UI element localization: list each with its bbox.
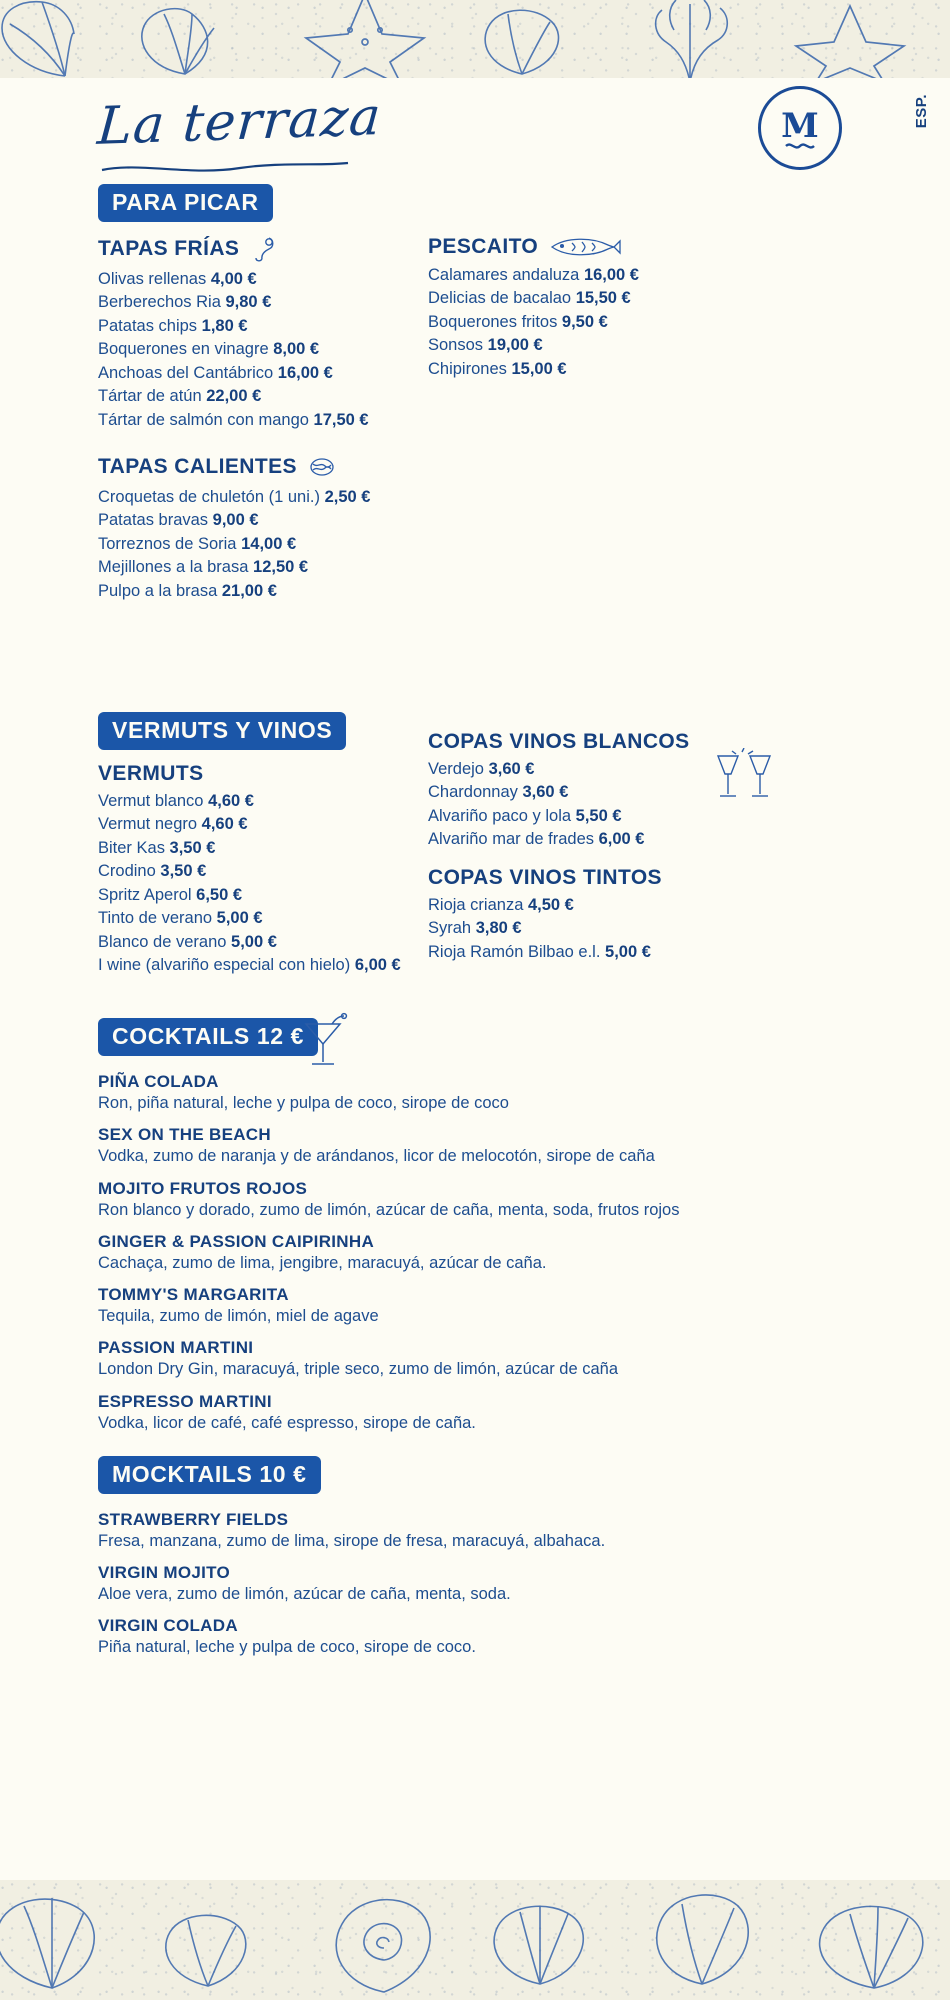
item-price: 16,00 €: [583, 266, 639, 284]
item-price: 2,50 €: [324, 487, 371, 506]
top-decorative-band: [0, 0, 950, 78]
item-name: Sonsos: [428, 336, 484, 355]
wave-icon: [785, 142, 815, 154]
drink-item: [98, 1338, 852, 1380]
fish-icon: [548, 234, 622, 260]
item-name: Mejillones a la brasa: [98, 558, 249, 577]
list-item: [98, 385, 518, 408]
item-name: Croquetas de chuletón (1 uni.): [98, 487, 320, 506]
item-name: Boquerones fritos: [428, 312, 558, 331]
item-name: Chardonnay: [428, 783, 518, 802]
drink-item: [98, 1392, 852, 1434]
drink-description: Vodka, zumo de naranja y de arándanos, licor de melocotón, sirope de caña: [98, 1147, 655, 1166]
starfish-icon: [790, 0, 910, 78]
drink-description: Tequila, zumo de limón, miel de agave: [98, 1307, 379, 1326]
drink-description: Ron blanco y dorado, zumo de limón, azúcar de caña, menta, soda, frutos rojos: [98, 1200, 680, 1219]
item-name: I wine (alvariño especial con hielo): [98, 955, 351, 974]
drink-item: [98, 1072, 852, 1114]
group-title: [428, 730, 848, 754]
group-title-text: TAPAS FRÍAS: [98, 237, 240, 260]
item-list-vinos-blancos: [428, 758, 848, 852]
item-name: Pulpo a la brasa: [98, 581, 218, 600]
list-item: [428, 917, 848, 940]
list-item: [428, 287, 848, 310]
item-price: 1,80 €: [201, 316, 248, 335]
drink-name: STRAWBERRY FIELDS: [98, 1509, 289, 1529]
item-price: 4,00 €: [210, 270, 257, 288]
seashell-icon: [150, 1906, 265, 1991]
column-pescaito: [428, 234, 848, 381]
scallop-shell-icon: [480, 1900, 600, 1990]
drink-item: [98, 1232, 852, 1274]
item-price: 3,60 €: [488, 760, 535, 778]
language-tag[interactable]: ESP.: [913, 94, 930, 129]
list-item: [98, 556, 518, 579]
cocktail-list: [98, 1072, 852, 1434]
list-item: [428, 828, 848, 851]
item-name: Tártar de salmón con mango: [98, 410, 309, 429]
spiral-shell-icon: [320, 1888, 450, 1998]
item-name: Spritz Aperol: [98, 885, 192, 904]
starfish-icon: [300, 0, 430, 78]
brand-title: La terraza: [95, 87, 384, 157]
drink-item: [98, 1285, 852, 1327]
menu-page: [0, 78, 950, 1880]
item-price: 4,60 €: [208, 792, 254, 810]
item-name: Olivas rellenas: [98, 270, 207, 288]
drink-name: PIÑA COLADA: [98, 1072, 219, 1091]
drink-name: ESPRESSO MARTINI: [98, 1391, 272, 1411]
item-name: Tártar de atún: [98, 387, 202, 406]
list-item: [428, 264, 848, 287]
brand-underline-flourish: [100, 160, 350, 176]
item-name: Vermut blanco: [98, 792, 204, 810]
drink-description: Aloe vera, zumo de limón, azúcar de caña, menta, soda.: [98, 1585, 511, 1604]
section-tag-vermuts-y-vinos: VERMUTS Y VINOS: [98, 712, 346, 750]
item-list-pescaito: [428, 264, 848, 381]
list-item: [428, 334, 848, 357]
list-item: [98, 509, 518, 532]
item-name: Delicias de bacalao: [428, 289, 572, 308]
drink-item: [98, 1563, 852, 1605]
item-name: Berberechos Ria: [98, 293, 221, 312]
group-title: [428, 866, 848, 890]
item-price: 5,50 €: [575, 806, 622, 825]
section-para-picar-header: [98, 184, 950, 222]
croquette-icon: [307, 452, 337, 482]
item-name: Patatas bravas: [98, 511, 209, 530]
list-item: [428, 311, 848, 334]
item-list-tapas-calientes: [98, 486, 518, 603]
drink-item: [98, 1510, 852, 1552]
item-price: 3,60 €: [522, 783, 569, 802]
scallop-shell-icon: [0, 1890, 122, 1995]
list-item: [98, 533, 518, 556]
item-list-vinos-tintos: [428, 894, 848, 964]
item-name: Torreznos de Soria: [98, 534, 237, 553]
item-price: 3,50 €: [160, 862, 207, 881]
drink-name: VIRGIN COLADA: [98, 1616, 238, 1636]
drink-item: [98, 1616, 852, 1658]
section-tag-mocktails: MOCKTAILS 10 €: [98, 1456, 321, 1494]
conch-shell-icon: [640, 1884, 765, 1990]
item-price: 14,00 €: [241, 534, 297, 553]
coral-icon: [630, 0, 750, 78]
item-price: 15,50 €: [575, 289, 631, 308]
item-name: Syrah: [428, 919, 472, 938]
seashell-icon: [0, 0, 140, 78]
drink-name: PASSION MARTINI: [98, 1338, 254, 1358]
item-name: Rioja crianza: [428, 895, 524, 914]
drink-name: GINGER & PASSION CAIPIRINHA: [98, 1231, 375, 1251]
list-item: [428, 805, 848, 828]
item-price: 6,00 €: [354, 955, 401, 974]
section-tag-cocktails: COCKTAILS 12 €: [98, 1018, 318, 1056]
item-price: 9,80 €: [225, 293, 272, 312]
list-item: [428, 358, 848, 381]
item-price: 16,00 €: [277, 363, 333, 382]
drink-name: SEX ON THE BEACH: [98, 1125, 271, 1145]
list-item: [428, 758, 848, 781]
drink-description: Vodka, licor de café, café espresso, sirope de caña.: [98, 1413, 476, 1432]
list-item: [428, 941, 848, 964]
restaurant-monogram-logo: [758, 86, 842, 170]
item-price: 22,00 €: [206, 387, 262, 406]
group-title-text: VERMUTS: [98, 762, 204, 785]
drink-description: Ron, piña natural, leche y pulpa de coco, sirope de coco: [98, 1094, 509, 1112]
menu-header: [0, 78, 950, 188]
item-price: 6,50 €: [196, 885, 243, 904]
item-price: 5,00 €: [231, 932, 277, 951]
item-price: 4,50 €: [527, 895, 574, 914]
item-price: 15,00 €: [511, 359, 567, 378]
group-title: [98, 452, 518, 482]
item-name: Anchoas del Cantábrico: [98, 363, 274, 382]
item-price: 9,00 €: [212, 511, 259, 530]
drink-name: TOMMY'S MARGARITA: [98, 1285, 289, 1305]
item-name: Crodino: [98, 862, 156, 881]
group-title-text: PESCAITO: [428, 235, 539, 258]
scallop-shell-icon: [800, 1898, 950, 1993]
scallop-shell-icon: [130, 2, 240, 78]
bottom-decorative-band: [0, 1880, 950, 2000]
drink-description: Cachaça, zumo de lima, jengibre, maracuyá, azúcar de caña.: [98, 1253, 547, 1272]
item-name: Biter Kas: [98, 838, 165, 857]
list-item: [98, 580, 518, 603]
group-title-text: COPAS VINOS TINTOS: [428, 865, 662, 889]
group-title-text: TAPAS CALIENTES: [98, 454, 297, 478]
item-price: 12,50 €: [253, 558, 309, 577]
list-item: [98, 409, 518, 432]
item-price: 6,00 €: [598, 830, 645, 849]
item-name: Tinto de verano: [98, 909, 213, 928]
drink-description: Fresa, manzana, zumo de lima, sirope de fresa, maracuyá, albahaca.: [98, 1531, 606, 1550]
drink-item: [98, 1125, 852, 1167]
section-para-picar-body: [98, 234, 852, 704]
group-title-text: COPAS VINOS BLANCOS: [428, 730, 690, 753]
section-mocktails-header: [98, 1456, 950, 1494]
item-name: Blanco de verano: [98, 932, 227, 951]
item-name: Patatas chips: [98, 316, 198, 335]
item-price: 5,00 €: [605, 942, 651, 961]
group-tapas-calientes: [98, 452, 518, 603]
item-name: Boquerones en vinagre: [98, 340, 269, 359]
drink-name: VIRGIN MOJITO: [98, 1563, 231, 1583]
drink-description: London Dry Gin, maracuyá, triple seco, zumo de limón, azúcar de caña: [98, 1360, 619, 1379]
item-name: Vermut negro: [98, 815, 198, 834]
cheers-glasses-icon: [708, 748, 780, 808]
item-name: Alvariño paco y lola: [428, 806, 572, 825]
item-price: 3,50 €: [169, 838, 216, 857]
item-price: 5,00 €: [216, 909, 263, 928]
item-price: 19,00 €: [487, 336, 543, 355]
item-price: 4,60 €: [201, 815, 248, 834]
list-item: [98, 486, 518, 509]
column-copas-vinos: [428, 730, 848, 964]
drink-item: [98, 1179, 852, 1221]
item-price: 21,00 €: [221, 581, 277, 600]
fish-hook-icon: [249, 234, 279, 264]
cocktail-glass-icon: [298, 1012, 348, 1070]
drink-name: MOJITO FRUTOS ROJOS: [98, 1178, 308, 1198]
list-item: [428, 894, 848, 917]
section-cocktails-header: [98, 1018, 950, 1056]
item-name: Chipirones: [428, 359, 507, 378]
item-name: Alvariño mar de frades: [428, 830, 594, 849]
item-price: 3,80 €: [475, 919, 522, 938]
item-name: Rioja Ramón Bilbao e.l.: [428, 942, 601, 961]
item-name: Verdejo: [428, 760, 484, 778]
group-title: [428, 234, 848, 260]
section-tag-para-picar: PARA PICAR: [98, 184, 273, 222]
item-price: 9,50 €: [561, 312, 608, 331]
item-price: 8,00 €: [273, 340, 320, 359]
drink-description: Piña natural, leche y pulpa de coco, sirope de coco.: [98, 1638, 476, 1657]
item-name: Calamares andaluza: [428, 266, 580, 284]
mocktail-list: [98, 1510, 852, 1659]
list-item: [428, 781, 848, 804]
item-price: 17,50 €: [313, 410, 369, 429]
conch-shell-icon: [470, 4, 575, 78]
logo-letter: M: [781, 106, 819, 146]
